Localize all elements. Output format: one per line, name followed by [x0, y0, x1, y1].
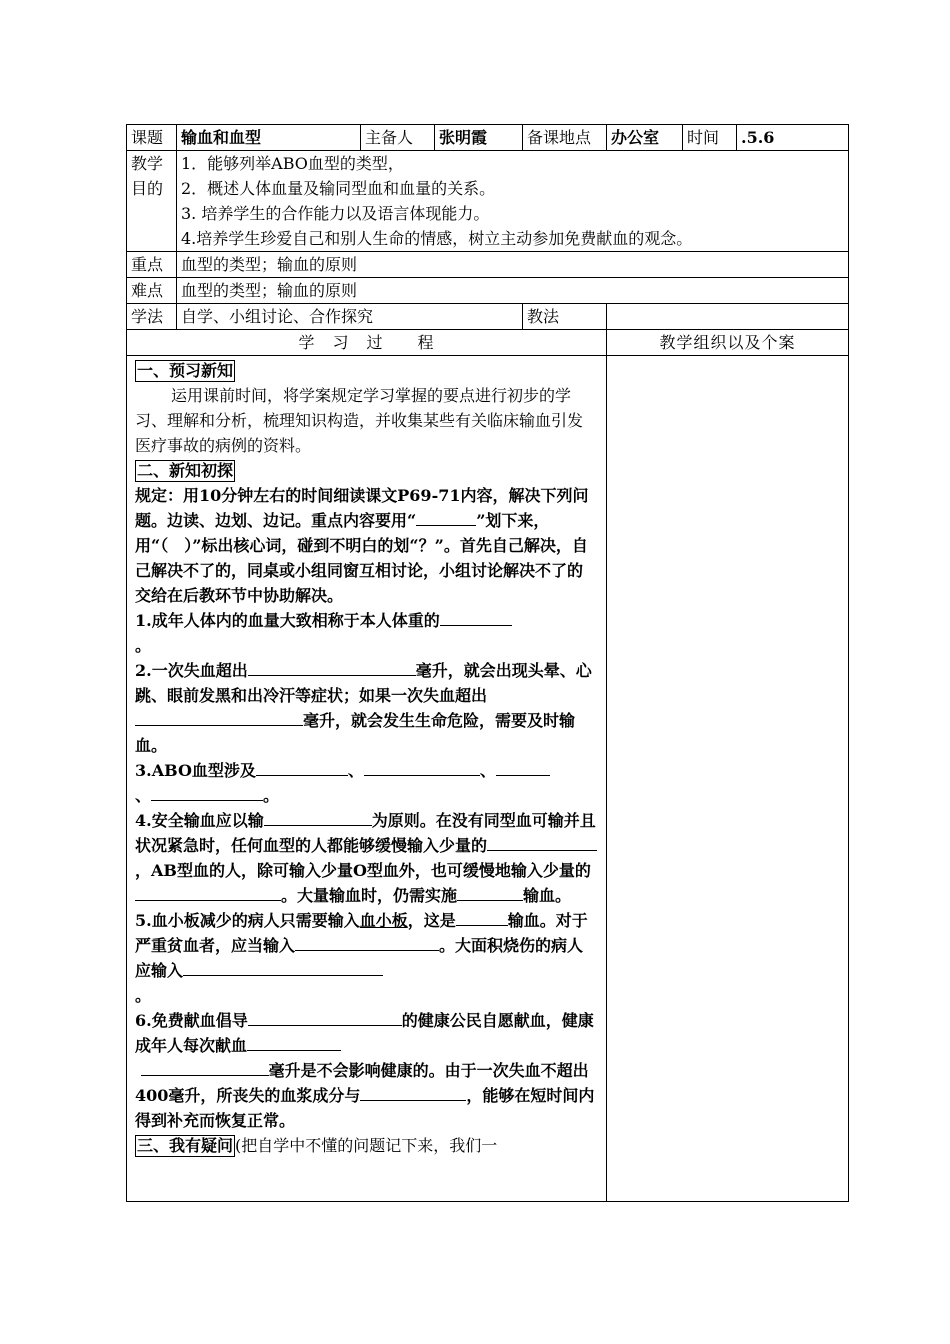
question-4-text-d: 。大量输血时，仍需实施: [281, 886, 458, 905]
question-4: [135, 808, 598, 908]
study-method-value: 自学、小组讨论、合作探究: [177, 304, 523, 330]
question-4-text-e: 输血。: [523, 886, 572, 905]
objectives-label-line2: 目的: [131, 179, 164, 198]
section-preview-text: 运用课前时间，将学案规定学习掌握的要点进行初步的学习、理解和分析，梳理知识构造，并收集某些有关临床输血引发医疗事故的病例的资料。: [135, 386, 584, 455]
section-doubts-text: (把自学中不懂的问题记下来，我们一: [235, 1136, 498, 1155]
key-point-value: 血型的类型；输血的原则: [177, 252, 849, 278]
difficulty-row: [127, 278, 849, 304]
question-5-end: 。: [135, 986, 152, 1005]
separator: 、: [135, 786, 152, 805]
question-5-text-b: ，这是: [407, 911, 456, 930]
answer-blank: [248, 1008, 402, 1026]
question-5-text-c: 输血。对于严重贫血者，应当输入: [135, 911, 588, 955]
question-5-underlined: 血小板: [359, 911, 408, 930]
difficulty-label: 难点: [127, 278, 177, 304]
preparer-label: 主备人: [361, 125, 435, 151]
question-5: [135, 908, 598, 1008]
difficulty-value: 血型的类型；输血的原则: [177, 278, 849, 304]
blank-line: [416, 508, 476, 526]
key-point-label: 重点: [127, 252, 177, 278]
question-2: [135, 658, 598, 758]
explore-instructions-a: 规定：用10分钟左右的时间细读课文P69-71内容，解决下列问题。边读、边划、边记。重点内容要用“: [135, 486, 589, 530]
question-6-text-c: 毫升是不会影响健康的。由于一次失血不超出400毫升，所丧失的血浆成分与: [135, 1061, 589, 1105]
header-row: [127, 125, 849, 151]
separator: 、: [347, 761, 364, 780]
time-label: 时间: [683, 125, 737, 151]
objective-item: 4.培养学生珍爱自己和别人生命的情感，树立主动参加免费献血的观念。: [181, 229, 693, 248]
topic-value: 输血和血型: [177, 125, 361, 151]
answer-blank: [256, 758, 348, 776]
question-6-text-a: 6.免费献血倡导: [135, 1011, 248, 1030]
question-1: [135, 608, 598, 658]
question-1-end: 。: [135, 636, 152, 655]
answer-blank: [456, 908, 508, 926]
question-6: [135, 1008, 598, 1133]
column-header-row: [127, 330, 849, 356]
question-4-text-a: 4.安全输血应以输: [135, 811, 264, 830]
content-row: [127, 356, 849, 1202]
time-value: .5.6: [737, 125, 849, 151]
answer-blank: [141, 1058, 269, 1076]
place-label: 备课地点: [523, 125, 607, 151]
answer-blank: [457, 883, 523, 901]
answer-blank: [487, 833, 597, 851]
question-5-text-d: 。大面积烧伤的病人应输入: [135, 936, 584, 980]
objective-item: 1．能够列举ABO血型的类型，: [181, 154, 404, 173]
question-3-end: 。: [263, 786, 280, 805]
section-title-doubts: 三、我有疑问: [137, 1136, 234, 1155]
learning-process-cell: [127, 356, 607, 1202]
question-3: [135, 758, 598, 808]
separator: 、: [479, 761, 496, 780]
objectives-list: [177, 151, 849, 252]
place-value: 办公室: [607, 125, 683, 151]
question-1-text: 1.成年人体内的血量大致相称于本人体重的: [135, 611, 440, 630]
objectives-label: [127, 151, 177, 252]
study-method-label: 学法: [127, 304, 177, 330]
question-4-text-c: ，AB型血的人，除可输入少量O型血外，也可缓慢地输入少量的: [135, 861, 591, 880]
organization-column-header: 教学组织以及个案: [607, 330, 849, 356]
question-3-text: 3.ABO血型涉及: [135, 761, 256, 780]
process-column-header: 学 习 过 程: [127, 330, 607, 356]
question-2-text-c: 毫升，就会发生生命危险，需要及时输血。: [135, 711, 576, 755]
objectives-row: [127, 151, 849, 252]
organization-notes-cell: [607, 356, 849, 1202]
preparer-value: 张明霞: [435, 125, 523, 151]
answer-blank: [364, 758, 480, 776]
question-6-text-b: 的健康公民自愿献血，健康成年人每次献血: [135, 1011, 594, 1055]
answer-blank: [247, 1033, 341, 1051]
answer-blank: [135, 708, 303, 726]
answer-blank: [496, 758, 550, 776]
section-title-explore: 二、新知初探: [137, 461, 234, 480]
answer-blank: [440, 608, 512, 626]
section-title-preview: 一、预习新知: [137, 361, 234, 380]
answer-blank: [295, 933, 439, 951]
question-6-text-d: ，能够在短时间内得到补充而恢复正常。: [135, 1086, 595, 1130]
section-doubts: [135, 1133, 598, 1158]
objective-item: 2．概述人体血量及输同型血和血量的关系。: [181, 179, 496, 198]
lesson-plan-table: [126, 124, 849, 1202]
answer-blank: [360, 1083, 466, 1101]
method-row: [127, 304, 849, 330]
topic-label: 课题: [127, 125, 177, 151]
answer-blank: [135, 883, 281, 901]
teach-method-value: [607, 304, 849, 330]
explore-instructions-b: ”划下来，用“（ ）”标出核心词，碰到不明白的划“？”。首先自己解决，自己解决不了的，同桌或小组同窗互相讨论，小组讨论解决不了的交给在后教环节中协助解决。: [135, 511, 588, 605]
objective-item: 3. 培养学生的合作能力以及语言体现能力。: [181, 204, 490, 223]
key-point-row: [127, 252, 849, 278]
question-2-text-b: 毫升，就会出现头晕、心跳、眼前发黑和出冷汗等症状；如果一次失血超出: [135, 661, 592, 705]
explore-instructions: [135, 483, 598, 608]
question-2-text-a: 2.一次失血超出: [135, 661, 248, 680]
answer-blank: [264, 808, 372, 826]
answer-blank: [183, 958, 383, 976]
teach-method-label: 教法: [523, 304, 607, 330]
objectives-label-line1: 教学: [131, 154, 164, 173]
answer-blank: [151, 783, 263, 801]
question-4-text-b: 为原则。在没有同型血可输并且状况紧急时，任何血型的人都能够缓慢输入少量的: [135, 811, 596, 855]
question-5-text-a: 5.血小板减少的病人只需要输入: [135, 911, 360, 930]
answer-blank: [248, 658, 416, 676]
